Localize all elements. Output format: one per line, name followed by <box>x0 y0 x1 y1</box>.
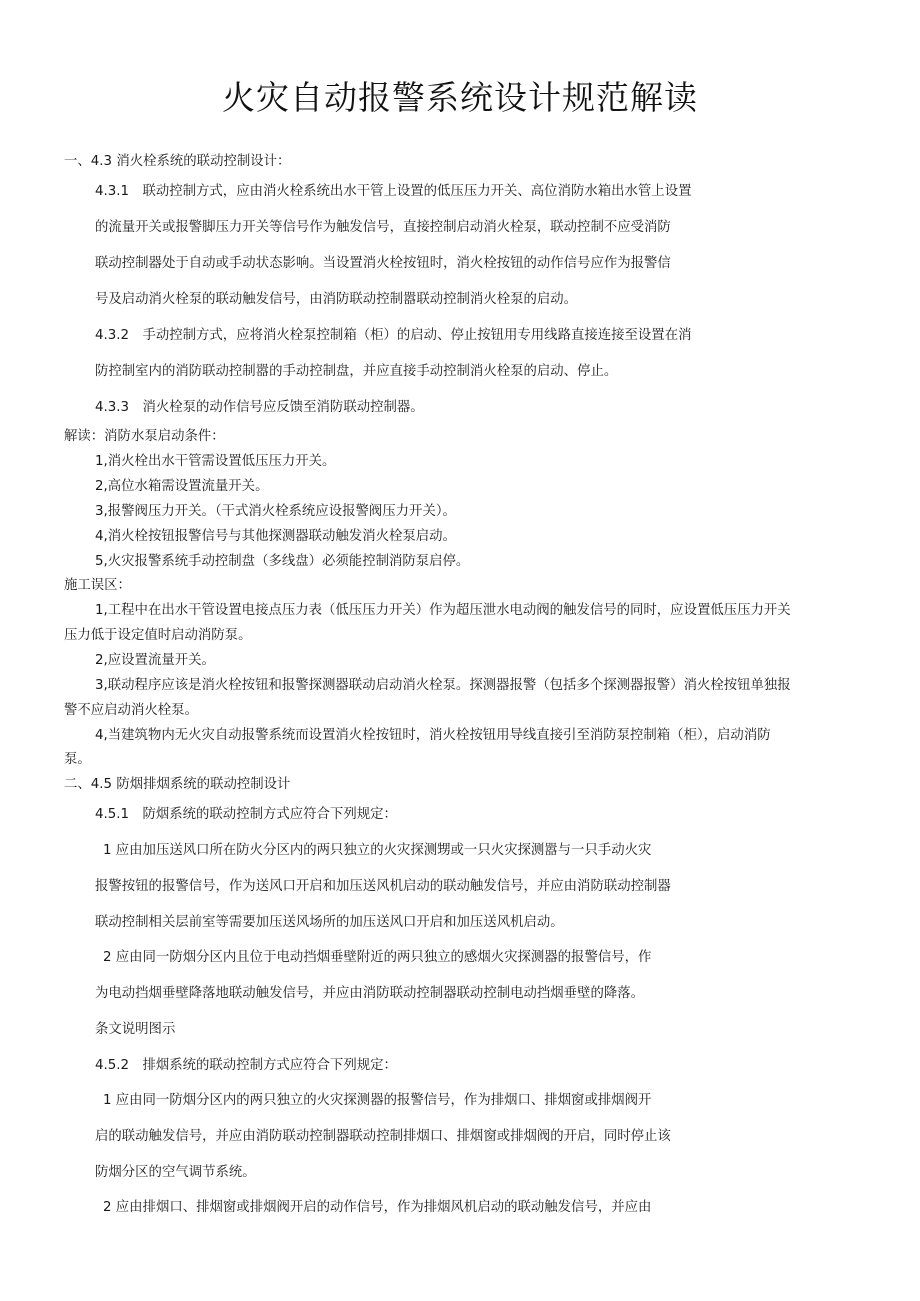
paragraph-line: 2 应由排烟口、排烟窗或排烟阀开启的动作信号，作为排烟风机启动的联动触发信号，并应由 <box>103 1200 652 1215</box>
paragraph-line: 为电动挡烟垂壁降落地联动触发信号，并应由消防联动控制器联动控制电动挡烟垂壁的降落。 <box>95 986 645 1001</box>
section-heading: 解读：消防水泵启动条件： <box>64 429 225 444</box>
paragraph-line: 启的联动触发信号，并应由消防联动控制器联动控制排烟口、排烟窗或排烟阀的开启，同时停止该 <box>95 1129 671 1144</box>
paragraph-line: 防控制室内的消防联动控制嚣的手动控制盘，并应直接手动控制消火栓泵的启动、停止。 <box>95 364 618 379</box>
list-item: 4,消火栓按钮报警信号与其他探测器联动触发消火栓泵启动。 <box>95 529 456 544</box>
section-heading: 施工误区： <box>64 578 131 593</box>
list-item-continuation: 泵。 <box>64 752 91 767</box>
section-heading: 一、4.3 消火栓系统的联动控制设计： <box>64 154 291 169</box>
paragraph-line: 1 应由同一防烟分区内的两只独立的火灾探测器的报警信号，作为排烟口、排烟窗或排烟阀开 <box>103 1093 652 1108</box>
list-item: 3,联动程序应该是消火栓按钮和报警探测器联动启动消火栓泵。探测器报警（包括多个探测器报警）消火栓按钮单独报 <box>95 678 791 693</box>
list-item: 1,消火栓出水干管需设置低压压力开关。 <box>95 454 336 469</box>
document-title: 火灾自动报警系统设计规范解读 <box>222 78 698 117</box>
figure-caption: 条文说明图示 <box>95 1022 176 1037</box>
paragraph-line: 4.5.1 防烟系统的联动控制方式应符合下列规定： <box>95 807 397 822</box>
list-item: 2,应设置流量开关。 <box>95 653 215 668</box>
list-item: 3,报警阀压力开关。（干式消火栓系统应设报警阀压力开关）。 <box>95 504 456 519</box>
paragraph-line: 号及启动消火栓泵的联动触发信号，由消防联动控制嚣联动控制消火栓泵的启动。 <box>95 292 578 307</box>
list-item-continuation: 警不应启动消火栓泵。 <box>64 703 198 718</box>
paragraph-line: 4.3.3 消火栓泵的动作信号应反馈至消防联动控制器。 <box>95 400 424 415</box>
paragraph-line: 的流量开关或报警脚压力开关等信号作为触发信号，直接控制启动消火栓泵，联动控制不应受消防 <box>95 220 671 235</box>
paragraph-line: 4.3.1 联动控制方式，应由消火栓系统出水干管上设置的低压压力开关、高位消防水箱出水管上设置 <box>95 184 692 199</box>
paragraph-line: 4.3.2 手动控制方式，应将消火栓泵控制箱（柜）的启动、停止按钮用专用线路直接连接至设置在消 <box>95 328 692 343</box>
list-item: 5,火灾报警系统手动控制盘（多线盘）必须能控制消防泵启停。 <box>95 554 470 569</box>
list-item: 2,高位水箱需设置流量开关。 <box>95 479 269 494</box>
paragraph-line: 报警按钮的报警信号，作为送风口开启和加压送风机启动的联动触发信号，并应由消防联动控制器 <box>95 879 671 894</box>
list-item: 1,工程中在出水干管设置电接点压力表（低压压力开关）作为超压泄水电动阀的触发信号的同时，应设置低压压力开关 <box>95 603 791 618</box>
paragraph-line: 1 应由加压送风口所在防火分区内的两只独立的火灾探测甥或一只火灾探测嚣与一只手动火灾 <box>103 843 652 858</box>
paragraph-line: 防烟分区的空气调节系统。 <box>95 1165 256 1180</box>
paragraph-line: 联动控制相关层前室等需要加压送风场所的加压送风口开启和加压送风机启动。 <box>95 915 564 930</box>
section-heading: 二、4.5 防烟排烟系统的联动控制设计 <box>64 777 291 792</box>
list-item: 4,当建筑物内无火灾自动报警系统而设置消火栓按钮时，消火栓按钮用导线直接引至消防泵控制箱（柜），启动消防 <box>95 728 771 743</box>
paragraph-line: 联动控制器处于自动或手动状态影响。当设置消火栓按钮时，消火栓按钮的动作信号应作为报警信 <box>95 256 671 271</box>
list-item-continuation: 压力低于设定值时启动消防泵。 <box>64 628 252 643</box>
paragraph-line: 4.5.2 排烟系统的联动控制方式应符合下列规定： <box>95 1058 397 1073</box>
paragraph-line: 2 应由同一防烟分区内且位于电动挡烟垂壁附近的两只独立的感烟火灾探测器的报警信号，作 <box>103 950 652 965</box>
